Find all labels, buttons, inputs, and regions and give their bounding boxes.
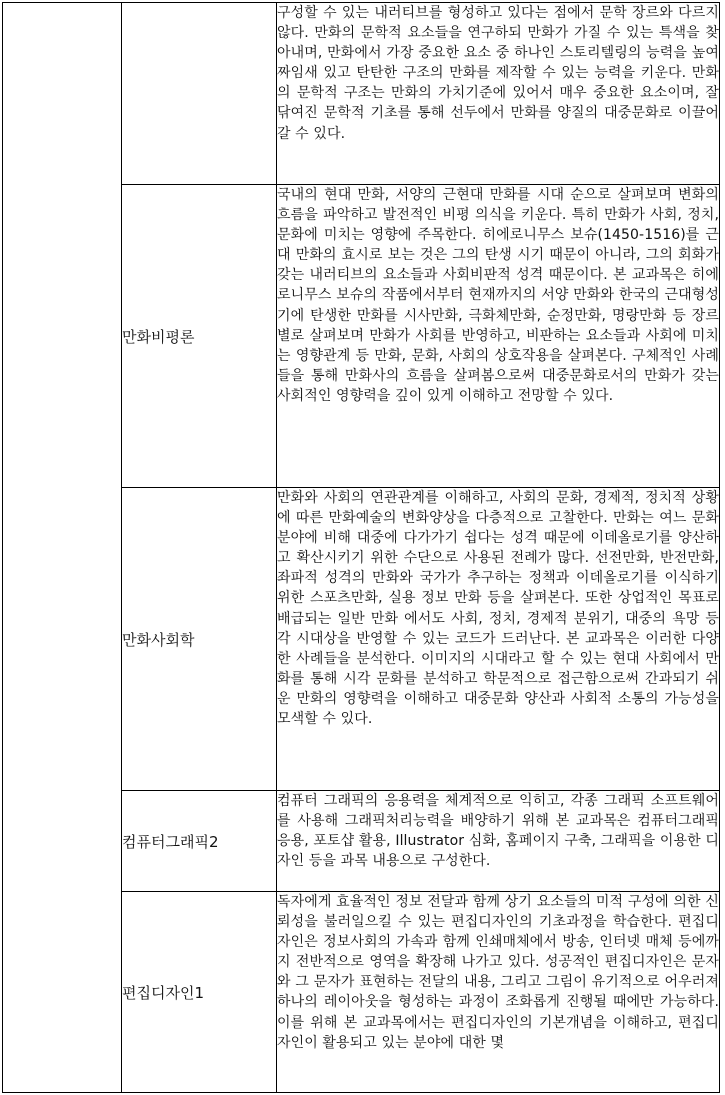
- course-name-cell: 편집디자인1: [122, 892, 277, 1093]
- course-table: [2, 2, 720, 1093]
- course-description: 구성할 수 있는 내러티브를 형성하고 있다는 점에서 문학 장르와 다르지 않다. 만화의 문학적 요소들을 연구하되 만화가 가질 수 있는 특색을 찾아내며, 만화에서 가장 중요한 요소 중 하나인 스토리텔링의 능력을 높여 짜임새 있고 탄탄한 구조의 만화를 제작할 수 있는 능력을 키운다. 만화의 문학적 구조는 만화의 가치기준에 있어서 매우 중요한 요소이며, 잘 닦여진 문학적 기초를 통해 선두에서 만화를 양질의 대중문화로 이끌어 갈 수 있다.: [277, 5, 719, 142]
- course-name-cell: 컴퓨터그래픽2: [122, 791, 277, 892]
- course-description-cell: [277, 791, 720, 892]
- course-name-cell: [122, 3, 277, 185]
- category-cell: [3, 3, 122, 1093]
- course-description-cell: [277, 488, 720, 791]
- course-name-cell: 만화사회학: [122, 488, 277, 791]
- course-description-cell: [277, 892, 720, 1093]
- course-description: 컴퓨터 그래픽의 응용력을 체계적으로 익히고, 각종 그래픽 소프트웨어를 사용해 그래픽처리능력을 배양하기 위해 본 교과목은 컴퓨터그래픽 응용, 포토샵 활용, Illustrator 심화, 홈페이지 구축, 그래픽을 이용한 디자인 등을 과목 내용으로 구성한다.: [277, 793, 719, 870]
- table-row: [3, 3, 720, 185]
- course-description: 국내의 현대 만화, 서양의 근현대 만화를 시대 순으로 살펴보며 변화의 흐름을 파악하고 발전적인 비평 의식을 키운다. 특히 만화가 사회, 정치, 문화에 미치는 영향에 주목한다. 히에로니무스 보슈(1450-1516)를 근대 만화의 효시로 보는 것은 그의 탄생 시기 때문이 아니라, 그의 회화가 갖는 내러티브의 요소들과 사회비판적 성격 때문이다. 본 교과목은 히에로니무스 보슈의 작품에서부터 현재까지의 서양 만화와 한국의 근대형성기에 탄생한 만화를 시사만화, 극화체만화, 순정만화, 명랑만화 등 장르별로 살펴보며 만화가 사회를 반영하고, 비판하는 요소들과 사회에 미치는 영향관계 등 만화, 문화, 사회의 상호작용을 살펴본다. 구체적인 사례들을 통해 만화사의 흐름을 살펴봄으로써 대중문화로서의 만화가 갖는 사회적인 영향력을 깊이 있게 이해하고 전망할 수 있다.: [277, 187, 719, 404]
- course-description: 독자에게 효율적인 정보 전달과 함께 상기 요소들의 미적 구성에 의한 신뢰성을 불러일으킬 수 있는 편집디자인의 기초과정을 학습한다. 편집디자인은 정보사회의 가속과 함께 인쇄매체에서 방송, 인터넷 매체 등에까지 전반적으로 영역을 확장해 나가고 있다. 성공적인 편집디자인은 문자와 그 문자가 표현하는 전달의 내용, 그리고 그림이 유기적으로 어우러져 하나의 레이아웃을 형성하는 과정이 조화롭게 진행될 때에만 가능하다. 이를 위해 본 교과목에서는 편집디자인의 기본개념을 이해하고, 편집디자인이 활용되고 있는 분야에 대한 몇: [277, 894, 719, 1051]
- course-description: 만화와 사회의 연관관계를 이해하고, 사회의 문화, 경제적, 정치적 상황에 따른 만화예술의 변화양상을 다층적으로 고찰한다. 만화는 여느 문화 분야에 비해 대중에 다가가기 쉽다는 성격 때문에 이데올로기를 양산하고 확산시키기 위한 수단으로 사용된 전례가 많다. 선전만화, 반전만화, 좌파적 성격의 만화와 국가가 추구하는 정책과 이데올로기를 이식하기 위한 스포츠만화, 실용 정보 만화 등을 살펴본다. 또한 상업적인 목표로 배급되는 일반 만화 에서도 사회, 정치, 경제적 분위기, 대중의 욕망 등 각 시대상을 반영할 수 있는 코드가 드러난다. 본 교과목은 이러한 다양한 사례들을 분석한다. 이미지의 시대라고 할 수 있는 현대 사회에서 만화를 통해 시각 문화를 분석하고 학문적으로 접근함으로써 간과되기 쉬운 만화의 영향력을 이해하고 대중문화 양산과 사회적 소통의 가능성을 모색할 수 있다.: [277, 490, 719, 728]
- course-description-cell: [277, 3, 720, 185]
- course-description-cell: [277, 185, 720, 488]
- course-name-cell: 만화비평론: [122, 185, 277, 488]
